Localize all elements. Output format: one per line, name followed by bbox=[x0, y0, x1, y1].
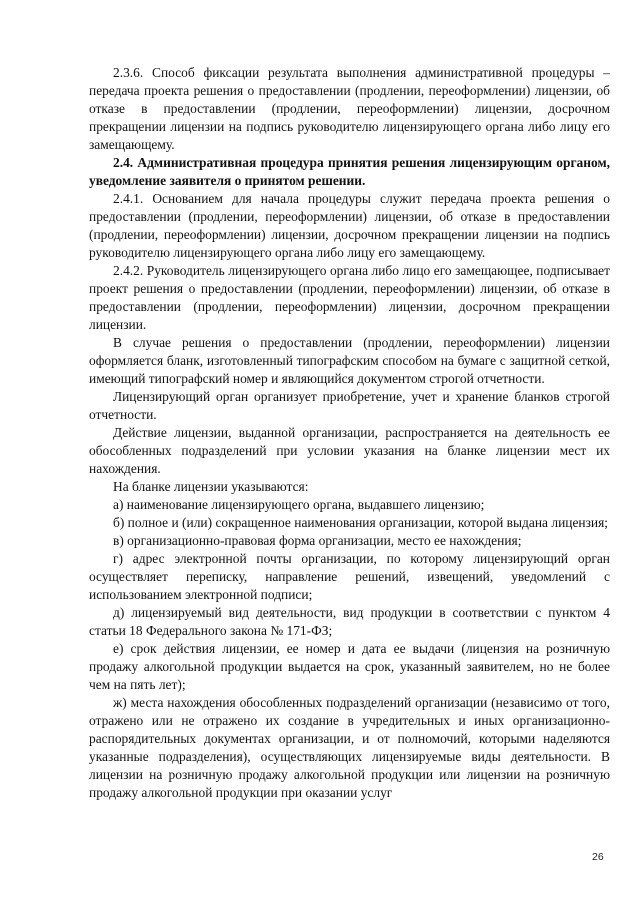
paragraph-2-4-1: 2.4.1. Основанием для начала процедуры служит передача проекта решения о предоставлении (продлении, переоформлении) лицензии, об отказе в предоставлении (продлении, переоформлении) лицензии, досрочном прекращении лицензии на подпись руководителю лицензирующего органа либо лицу его замещающему. bbox=[89, 191, 610, 260]
list-item-d: д) лицензируемый вид деятельности, вид продукции в соответствии с пунктом 4 статьи 18 Федерального закона № 171-ФЗ; bbox=[89, 605, 610, 638]
page-number: 26 bbox=[592, 851, 604, 863]
list-item-g: г) адрес электронной почты организации, по которому лицензирующий орган осуществляет переписку, направление решений, извещений, уведомлений с использованием электронной подписи; bbox=[89, 551, 610, 602]
document-page bbox=[89, 64, 610, 802]
list-item-v: в) организационно-правовая форма организации, место ее нахождения; bbox=[113, 533, 522, 548]
list-item-b: б) полное и (или) сокращенное наименования организации, которой выдана лицензия; bbox=[113, 515, 609, 530]
paragraph-2-4-2: 2.4.2. Руководитель лицензирующего органа либо лицо его замещающее, подписывает проект решения о предоставлении (продлении, переоформлении) лицензии, об отказе в предоставлении (продлении, переоформлении) лицензии, досрочном прекращении лицензии. bbox=[89, 263, 610, 332]
paragraph-license-scope: Действие лицензии, выданной организации, распространяется на деятельность ее обособленных подразделений при условии указания на бланке лицензии мест их нахождения. bbox=[89, 425, 610, 476]
paragraph-strict-reporting: Лицензирующий орган организует приобретение, учет и хранение бланков строгой отчетности. bbox=[89, 389, 610, 422]
paragraph-license-blank: В случае решения о предоставлении (продлении, переоформлении) лицензии оформляется бланк, изготовленный типографским способом на бумаге с защитной сеткой, имеющий типографский номер и являющийся документом строгой отчетности. bbox=[89, 335, 610, 386]
list-item-a: а) наименование лицензирующего органа, выдавшего лицензию; bbox=[113, 497, 485, 512]
paragraph-license-fields-intro: На бланке лицензии указываются: bbox=[113, 479, 309, 494]
paragraph-2-3-6: 2.3.6. Способ фиксации результата выполнения административной процедуры – передача проекта решения о предоставлении (продлении, переоформлении) лицензии, об отказе в предоставлении (продлении, переоформлении) лицензии, досрочном прекращении лицензии на подпись руководителю лицензирующего органа либо лицу его замещающему. bbox=[89, 65, 610, 152]
section-heading-2-4: 2.4. Административная процедура принятия решения лицензирующим органом, уведомление заявителя о принятом решении. bbox=[89, 155, 610, 188]
list-item-zh: ж) места нахождения обособленных подразделений организации (независимо от того, отражено или не отражено их создание в учредительных и иных организационно-распорядительных документах организации, и от полномочий, которыми наделяются указанные подразделения), осуществляющих лицензируемые виды деятельности. В лицензии на розничную продажу алкогольной продукции или лицензии на розничную продажу алкогольной продукции при оказании услуг bbox=[89, 695, 610, 800]
list-item-e: е) срок действия лицензии, ее номер и дата ее выдачи (лицензия на розничную продажу алкогольной продукции выдается на срок, указанный заявителем, но не более чем на пять лет); bbox=[89, 641, 610, 692]
